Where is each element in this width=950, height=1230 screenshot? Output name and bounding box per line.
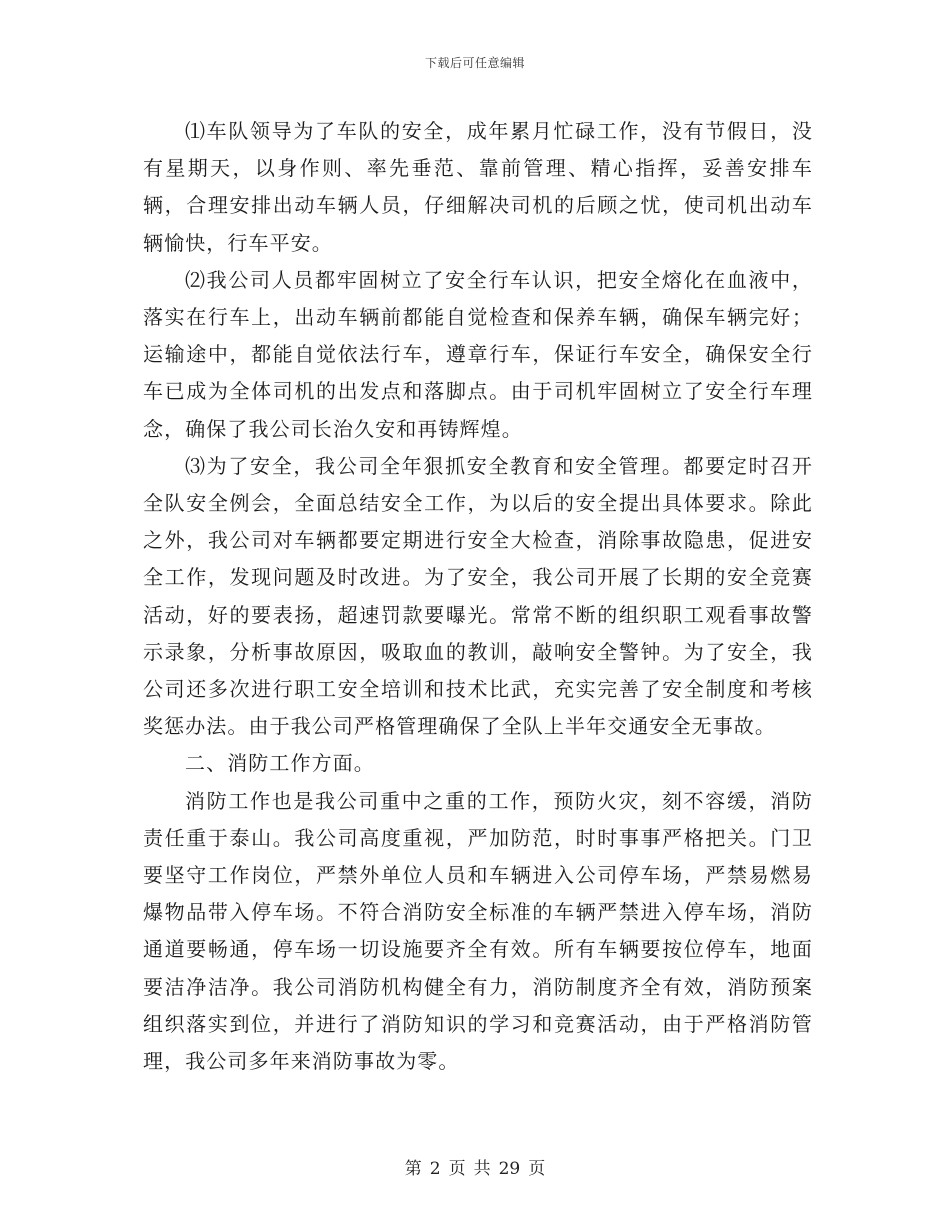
page-header: 下载后可任意编辑 — [424, 56, 525, 70]
document-body — [143, 113, 813, 1080]
total-label-gong: 共 — [473, 1159, 491, 1179]
section-heading-fire-safety: 二、消防工作方面。 — [185, 751, 375, 776]
paragraph-2: ⑵我公司人员都牢固树立了安全行车认识，把安全熔化在血液中，落实在行车上，出动车辆前都能自觉检查和保养车辆，确保车辆完好；运输途中，都能自觉依法行车，遵章行车，保证行车安全，确保安全行车已成为全体司机的出发点和落脚点。由于司机牢固树立了安全行车理念，确保了我公司长治久安和再铸辉煌。 — [143, 267, 813, 441]
current-page-number: 2 — [429, 1159, 441, 1179]
paragraph-4: 消防工作也是我公司重中之重的工作，预防火灾，刻不容缓，消防责任重于泰山。我公司高度重视，严加防范，时时事事严格把关。门卫要坚守工作岗位，严禁外单位人员和车辆进入公司停车场，严禁易燃易爆物品带入停车场。不符合消防安全标准的车辆严禁进入停车场，消防通道要畅通，停车场一切设施要齐全有效。所有车辆要按位停车，地面要洁净洁净。我公司消防机构健全有力，消防制度齐全有效，消防预案组织落实到位，并进行了消防知识的学习和竞赛活动，由于严格消防管理，我公司多年来消防事故为零。 — [143, 788, 813, 1074]
page-label-di: 第 — [404, 1159, 422, 1179]
total-pages-number: 29 — [498, 1159, 521, 1179]
page-footer — [0, 1154, 950, 1179]
page-label-ye-end: 页 — [528, 1159, 546, 1179]
paragraph-1: ⑴车队领导为了车队的安全，成年累月忙碌工作，没有节假日，没有星期天，以身作则、率先垂范、靠前管理、精心指挥，妥善安排车辆，合理安排出动车辆人员，仔细解决司机的后顾之忧，使司机出动车辆愉快，行车平安。 — [143, 119, 813, 255]
page-label-ye: 页 — [448, 1159, 466, 1179]
paragraph-3: ⑶为了安全，我公司全年狠抓安全教育和安全管理。都要定时召开全队安全例会，全面总结安全工作，为以后的安全提出具体要求。除此之外，我公司对车辆都要定期进行安全大检查，消除事故隐患，促进安全工作，发现问题及时改进。为了安全，我公司开展了长期的安全竞赛活动，好的要表扬，超速罚款要曝光。常常不断的组织职工观看事故警示录象，分析事故原因，吸取血的教训，敲响安全警钟。为了安全，我公司还多次进行职工安全培训和技术比武，充实完善了安全制度和考核奖惩办法。由于我公司严格管理确保了全队上半年交通安全无事故。 — [143, 453, 813, 739]
